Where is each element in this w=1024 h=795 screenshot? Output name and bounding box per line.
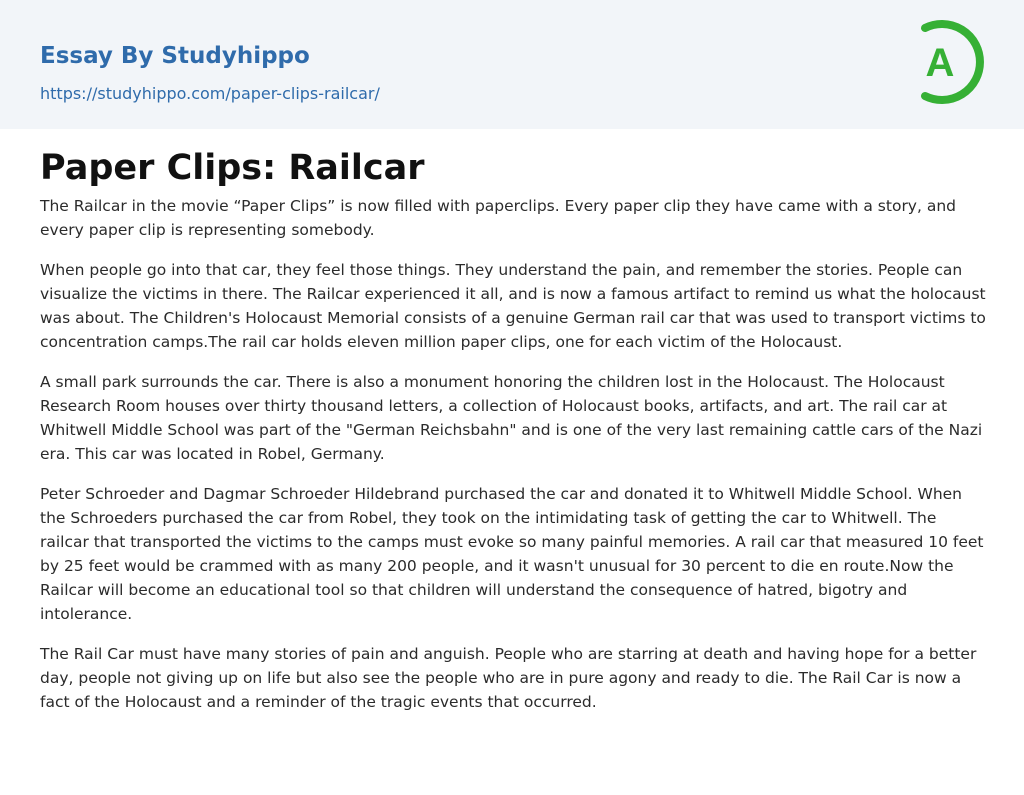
logo-letter: A (925, 41, 955, 85)
article-body (40, 194, 988, 730)
site-header (0, 0, 1024, 129)
page-title: Paper Clips: Railcar (40, 148, 425, 188)
paragraph: A small park surrounds the car. There is also a monument honoring the children lost in the Holocaust. The Holocaust Research Room houses over thirty thousand letters, a collection of Holocaust books, artifacts, and art. The rail car at Whitwell Middle School was part of the "German Reichsbahn" and is one of the very last remaining cattle cars of the Nazi era. This car was located in Robel, Germany. (40, 373, 983, 463)
studyhippo-logo-icon[interactable] (905, 18, 987, 106)
paragraph: When people go into that car, they feel those things. They understand the pain, and remember the stories. People can visualize the victims in there. The Railcar experienced it all, and is now a famous artifact to remind us what the holocaust was about. The Children's Holocaust Memorial consists of a genuine German rail car that was used to transport victims to concentration camps.The rail car holds eleven million paper clips, one for each victim of the Holocaust. (40, 261, 986, 351)
paragraph: Peter Schroeder and Dagmar Schroeder Hildebrand purchased the car and donated it to Whitwell Middle School. When the Schroeders purchased the car from Robel, they took on the intimidating task of getting the car to Whitwell. The railcar that transported the victims to the camps must evoke so many painful memories. A rail car that measured 10 feet by 25 feet would be crammed with as many 200 people, and it wasn't unusual for 30 percent to die en route.Now the Railcar will become an educational tool so that children will understand the consequence of hatred, bigotry and intolerance. (40, 485, 984, 623)
paragraph: The Railcar in the movie “Paper Clips” is now filled with paperclips. Every paper clip they have came with a story, and every paper clip is representing somebody. (40, 197, 956, 239)
paragraph: The Rail Car must have many stories of pain and anguish. People who are starring at death and having hope for a better day, people not giving up on life but also see the people who are in pure agony and ready to die. The Rail Car is now a fact of the Holocaust and a reminder of the tragic events that occurred. (40, 645, 977, 711)
brand-title[interactable]: Essay By Studyhippo (40, 43, 310, 69)
essay-url-link[interactable]: https://studyhippo.com/paper-clips-railcar/ (40, 84, 380, 103)
